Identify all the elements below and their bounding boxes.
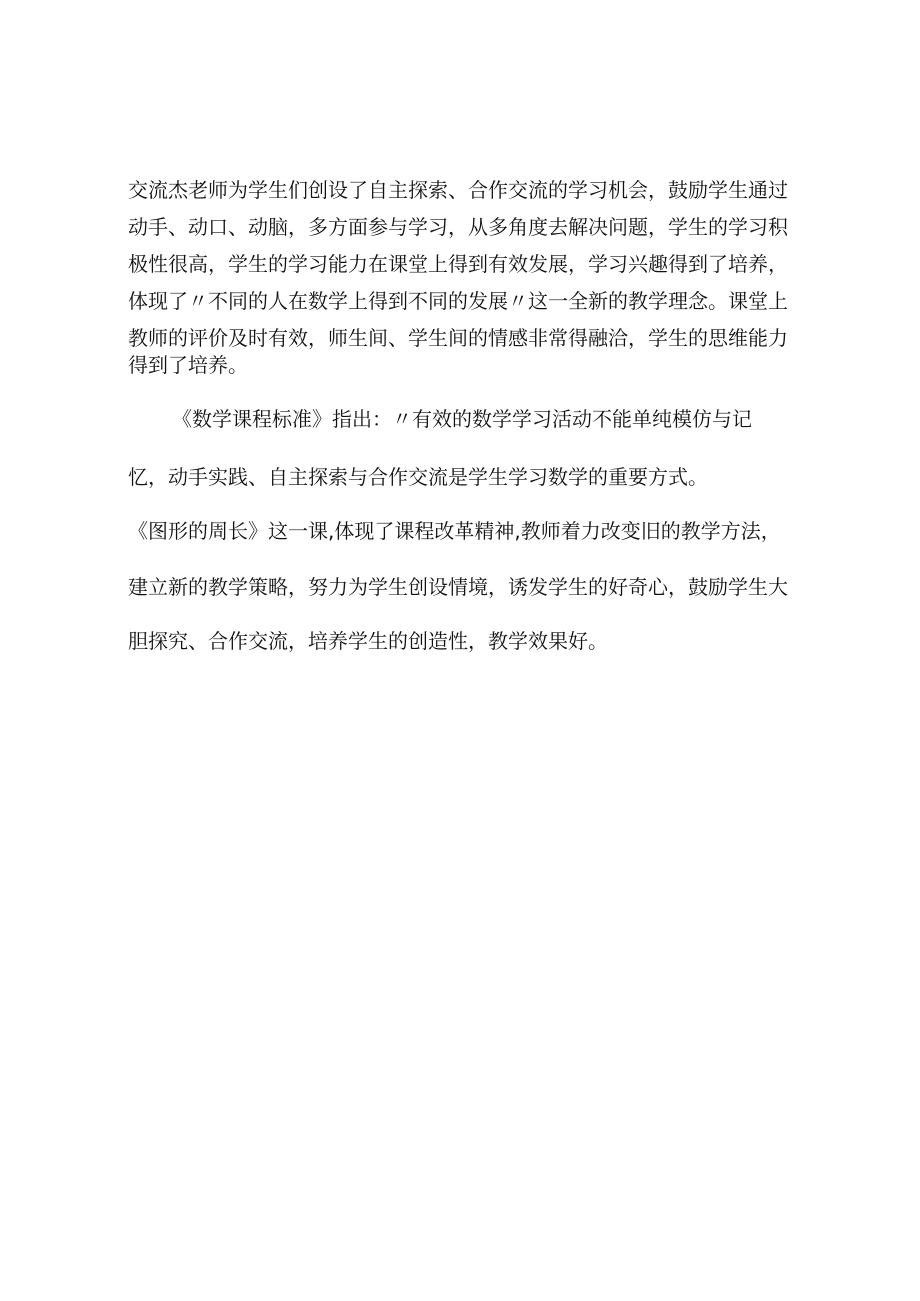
paragraph-3-line-3: 胆探究、合作交流，培养学生的创造性，教学效果好。: [128, 629, 608, 653]
paragraph-2-line-2: 忆，动手实践、自主探索与合作交流是学生学习数学的重要方式。: [128, 465, 708, 489]
paragraph-1-line-3: 极性很高，学生的学习能力在课堂上得到有效发展，学习兴趣得到了培养，: [128, 252, 788, 276]
paragraph-1-line-4: 体现了〃不同的人在数学上得到不同的发展〃这一全新的教学理念。课堂上: [128, 289, 788, 313]
paragraph-2-line-1: 《数学课程标准》指出：〃有效的数学学习活动不能单纯模仿与记: [172, 407, 752, 431]
paragraph-3-line-2: 建立新的教学策略，努力为学生创设情境，诱发学生的好奇心，鼓励学生大: [128, 575, 788, 599]
paragraph-1-line-1: 交流杰老师为学生们创设了自主探索、合作交流的学习机会，鼓励学生通过: [128, 178, 788, 202]
paragraph-1-line-6: 得到了培养。: [128, 353, 248, 377]
paragraph-1-line-5: 教师的评价及时有效，师生间、学生间的情感非常得融洽，学生的思维能力: [128, 326, 788, 350]
paragraph-1-line-2: 动手、动口、动脑，多方面参与学习，从多角度去解决问题，学生的学习积: [128, 215, 788, 239]
paragraph-3-line-1: 《图形的周长》这一课,体现了课程改革精神,教师着力改变旧的教学方法，: [128, 519, 781, 543]
